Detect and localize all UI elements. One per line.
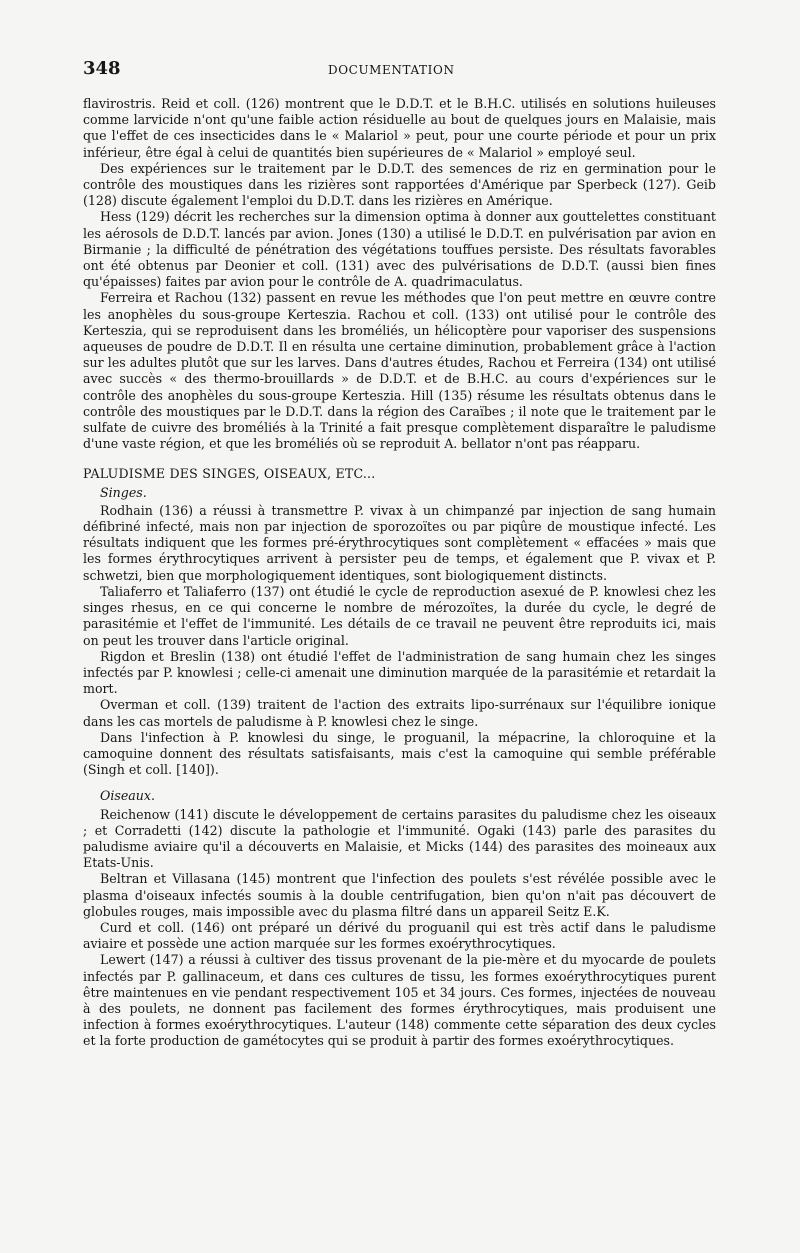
running-head: DOCUMENTATION xyxy=(328,63,455,77)
paragraph: flavirostris. Reid et coll. (126) montrent que le D.D.T. et le B.H.C. utilisés en solutions huileuses comme larvicide n'ont qu'une faible action résiduelle au bout de quelques jours en Malaisie, mais que l'effet de ces insecticides dans le « Malariol » peut, pour une courte période et pour un prix inférieur, être égal à celui de quantités bien supérieures de « Malariol » employé seul. xyxy=(83,96,716,160)
paragraph: Reichenow (141) discute le développement de certains parasites du paludisme chez les oiseaux ; et Corradetti (142) discute la pathologie et l'immunité. Ogaki (143) parle des parasites du paludisme aviaire qu'il a découverts en Malaisie, et Micks (144) des parasites des moineaux aux Etats-Unis. xyxy=(83,806,716,871)
paragraph: Hess (129) décrit les recherches sur la dimension optima à donner aux gouttelettes constituant les aérosols de D.D.T. lancés par avion. Jones (130) a utilisé le D.D.T. en pulvérisation par avion en Birmanie ; la difficulté de pénétration des végétations touffues persiste. Des résultats favorables ont été obtenus par Deonier et coll. (131) avec des pulvérisations de D.D.T. (aussi bien fines qu'épaisses) faites par avion pour le contrôle de A. quadrimaculatus. xyxy=(83,209,716,290)
document-body xyxy=(83,96,716,1050)
page-header xyxy=(83,58,713,82)
page-number: 348 xyxy=(83,58,121,79)
section-heading: PALUDISME DES SINGES, OISEAUX, ETC... xyxy=(83,466,376,482)
paragraph: Overman et coll. (139) traitent de l'action des extraits lipo-surrénaux sur l'équilibre ionique dans les cas mortels de paludisme à P. knowlesi chez le singe. xyxy=(83,697,716,729)
subsection-heading-singes: Singes. xyxy=(100,484,147,500)
paragraph: Taliaferro et Taliaferro (137) ont étudié le cycle de reproduction asexué de P. knowlesi chez les singes rhesus, en ce qui concerne le nombre de mérozoïtes, la durée du cycle, le degré de parasitémie et l'effet de l'immunité. Les détails de ce travail ne peuvent être reproduits ici, mais on peut les trouver dans l'article original. xyxy=(83,583,716,648)
paragraph: Rodhain (136) a réussi à transmettre P. vivax à un chimpanzé par injection de sang humain défibriné infecté, mais non par injection de sporozoïtes ou par piqûre de moustique infecté. Les résultats indiquent que les formes pré-érythrocytiques sont complètement « effacées » mais que les formes érythrocytiques arrivent à persister peu de temps, et également que P. vivax et P. schwetzi, bien que morphologiquement identiques, sont biologiquement distincts. xyxy=(83,502,716,583)
paragraph: Curd et coll. (146) ont préparé un dérivé du proguanil qui est très actif dans le paludisme aviaire et possède une action marquée sur les formes exoérythrocytiques. xyxy=(83,919,716,952)
paragraph: Lewert (147) a réussi à cultiver des tissus provenant de la pie-mère et du myocarde de poulets infectés par P. gallinaceum, et dans ces cultures de tissu, les formes exoérythrocytiques purent être maintenues en vie pendant respectivement 105 et 34 jours. Ces formes, injectées de nouveau à des poulets, ne donnent pas facilement des formes érythrocytiques, mais produisent une infection à formes exoérythrocytiques. L'auteur (148) commente cette séparation des deux cycles et la forte production de gamétocytes qui se produit à partir des formes exoérythrocytiques. xyxy=(83,952,716,1049)
subsection-heading-oiseaux: Oiseaux. xyxy=(100,788,155,804)
paragraph: Des expériences sur le traitement par le D.D.T. des semences de riz en germination pour le contrôle des moustiques dans les rizières sont rapportées d'Amérique par Sperbeck (127). Geib (128) discute également l'emploi du D.D.T. dans les rizières en Amérique. xyxy=(83,160,716,209)
paragraph: Beltran et Villasana (145) montrent que l'infection des poulets s'est révélée possible avec le plasma d'oiseaux infectés soumis à la double centrifugation, bien qu'on n'ait pas découvert de globules rouges, mais impossible avec du plasma filtré dans un appareil Seitz E.K. xyxy=(83,871,716,919)
paragraph: Ferreira et Rachou (132) passent en revue les méthodes que l'on peut mettre en œuvre contre les anophèles du sous-groupe Kerteszia. Rachou et coll. (133) ont utilisé pour le contrôle des Kerteszia, qui se reproduisent dans les broméliés, un hélicoptère pour vaporiser des suspensions aqueuses de poudre de D.D.T. Il en résulta une certaine diminution, probablement grâce à l'action sur les adultes plutôt que sur les larves. Dans d'autres études, Rachou et Ferreira (134) ont utilisé avec succès « des thermo-brouillards » de D.D.T. et de B.H.C. au cours d'expériences sur le contrôle des anophèles du sous-groupe Kerteszia. Hill (135) résume les résultats obtenus dans le contrôle des moustiques par le D.D.T. dans la région des Caraïbes ; il note que le traitement par le sulfate de cuivre des broméliés à la Trinité a fait presque complètement disparaître le paludisme d'une vaste région, et que les broméliés où se reproduit A. bellator n'ont pas réapparu. xyxy=(83,290,716,452)
paragraph: Dans l'infection à P. knowlesi du singe, le proguanil, la mépacrine, la chloroquine et la camoquine donnent des résultats satisfaisants, mais c'est la camoquine qui semble préférable (Singh et coll. [140]). xyxy=(83,729,716,778)
paragraph: Rigdon et Breslin (138) ont étudié l'effet de l'administration de sang humain chez les singes infectés par P. knowlesi ; celle-ci amenait une diminution marquée de la parasitémie et retardait la mort. xyxy=(83,648,716,697)
